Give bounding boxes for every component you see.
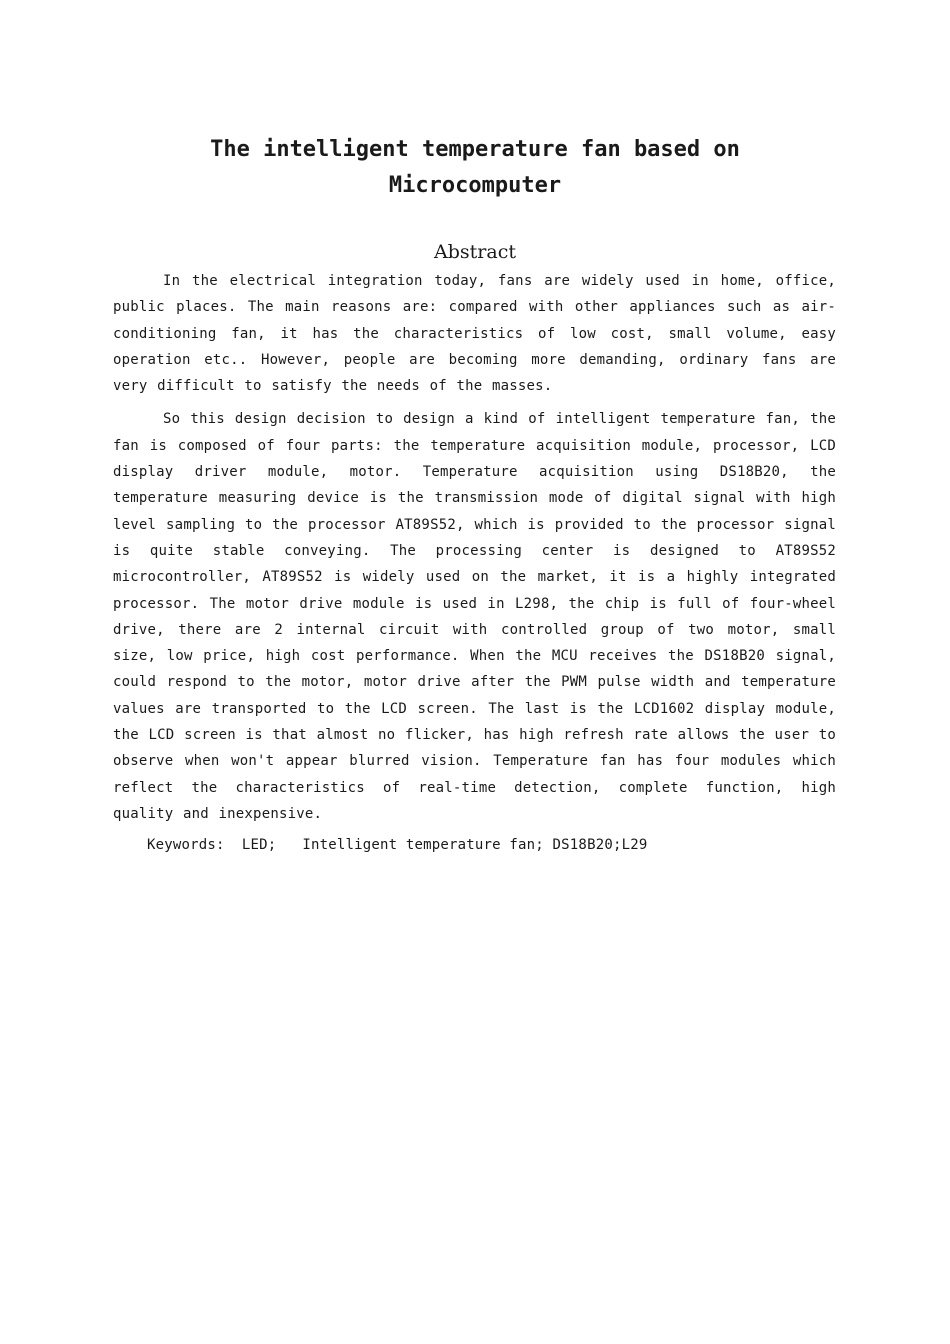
keywords-line: Keywords: LED; Intelligent temperature fan; DS18B20;L29	[147, 837, 648, 853]
paper-title-line-1: The intelligent temperature fan based on	[210, 137, 740, 162]
paper-title-line-2: Microcomputer	[388, 173, 562, 198]
abstract-body	[113, 268, 836, 834]
abstract-paragraph-1: In the electrical integration today, fans are widely used in home, office, public places. The main reasons are: compared with other appliances such as air-conditioning fan, it has the characteristics of low cost, small volume, easy operation etc.. However, people are becoming more demanding, ordinary fans are very difficult to satisfy the needs of the masses.	[113, 273, 836, 395]
abstract-heading: Abstract	[434, 241, 516, 263]
abstract-paragraph-2: So this design decision to design a kind of intelligent temperature fan, the fan is composed of four parts: the temperature acquisition module, processor, LCD display driver module, motor. Temperature acquisition using DS18B20, the temperature measuring device is the transmission mode of digital signal with high level sampling to the processor AT89S52, which is provided to the processor signal is quite stable conveying. The processing center is designed to AT89S52 microcontroller, AT89S52 is widely used on the market, it is a highly integrated processor. The motor drive module is used in L298, the chip is full of four-wheel drive, there are 2 internal circuit with controlled group of two motor, small size, low price, high cost performance. When the MCU receives the DS18B20 signal, could respond to the motor, motor drive after the PWM pulse width and temperature values are transported to the LCD screen. The last is the LCD1602 display module, the LCD screen is that almost no flicker, has high refresh rate allows the user to observe when won't appear blurred vision. Temperature fan has four modules which reflect the characteristics of real-time detection, complete function, high quality and inexpensive.	[113, 411, 836, 822]
paper-title	[0, 132, 950, 204]
